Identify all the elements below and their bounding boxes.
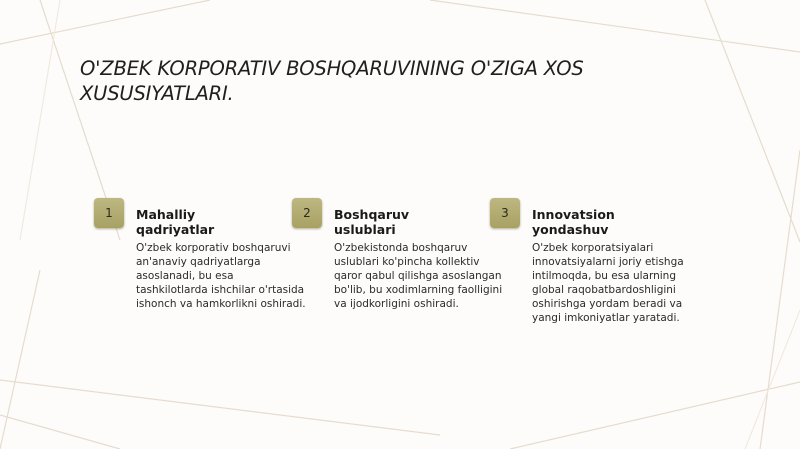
step-number-badge: 2: [292, 198, 322, 228]
step-number-badge: 1: [94, 198, 124, 228]
card-heading: Innovatsion yondashuv: [532, 207, 615, 237]
slide-title: O'ZBEK KORPORATIV BOSHQARUVINING O'ZIGA XOS XUSUSIYATLARI.: [80, 57, 584, 105]
card-heading: Boshqaruv uslublari: [334, 207, 410, 237]
card-description: O'zbek korporativ boshqaruvi an'anaviy qadriyatlarga asoslanadi, bu esa tashkilotlarda ishchilar o'rtasida ishonch va hamkorlikni oshiradi.: [136, 242, 306, 310]
step-number-badge: 3: [490, 198, 520, 228]
card-description: O'zbek korporatsiyalari innovatsiyalarni joriy etishga intilmoqda, bu esa ularning global raqobatbardoshligini oshirishga yordam beradi va yangi imkoniyatlar yaratadi.: [532, 242, 684, 324]
card-description: O'zbekistonda boshqaruv uslublari ko'pincha kollektiv qaror qabul qilishga asoslangan bo'lib, bu xodimlarning faolligini va ijodkorligini oshiradi.: [334, 242, 503, 310]
card-heading: Mahalliy qadriyatlar: [136, 207, 215, 237]
